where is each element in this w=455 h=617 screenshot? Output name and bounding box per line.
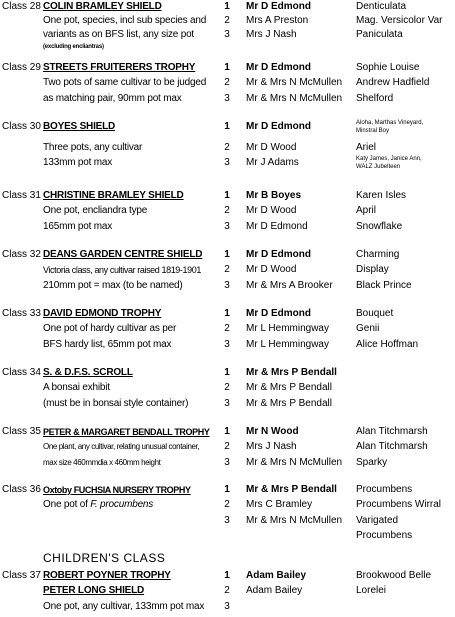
- place: 3: [224, 457, 230, 468]
- class-number: Class 30: [2, 121, 41, 132]
- winner: Mrs C Bramley: [246, 499, 313, 510]
- winner: Mr D Edmond: [246, 308, 311, 319]
- class-note: (excluding encliantras): [43, 44, 104, 50]
- class-28-row-1: [0, 0, 455, 14]
- cultivar: April: [356, 205, 377, 216]
- winner: Mr D Edmond: [246, 221, 308, 232]
- winner: Mr D Edmond: [246, 62, 311, 73]
- class-number: Class 28: [2, 1, 41, 12]
- place: 2: [224, 382, 230, 393]
- place: 2: [224, 15, 230, 26]
- cultivar: Alan Titchmarsh: [356, 441, 428, 452]
- place: 1: [224, 190, 230, 201]
- class-description-text: One pot of: [43, 499, 91, 510]
- place: 2: [224, 77, 230, 88]
- cultivar: Brookwood Belle: [356, 570, 432, 581]
- class-31-row-2: [0, 204, 455, 218]
- class-36-row-1: [0, 483, 455, 497]
- class-35-row-1: [0, 425, 455, 439]
- winner: Mr D Wood: [246, 264, 297, 275]
- class-35-row-3: [0, 456, 455, 470]
- cultivar: Genii: [356, 323, 380, 334]
- place: 3: [224, 157, 230, 168]
- place: 1: [224, 570, 230, 581]
- winner: Mr J Adams: [246, 157, 299, 168]
- class-30-row-3: [0, 156, 455, 170]
- winner: Mr & Mrs N McMullen: [246, 457, 343, 468]
- class-title: COLIN BRAMLEY SHIELD: [43, 1, 162, 12]
- class-35-row-2: [0, 440, 455, 454]
- class-29-row-1: [0, 61, 455, 75]
- class-title: S. & D.F.S. SCROLL: [43, 367, 133, 378]
- class-title: DAVID EDMOND TROPHY: [43, 308, 162, 319]
- cultivar: Procumbens Wirral: [356, 499, 442, 510]
- winner: Mr & Mrs N McMullen: [246, 93, 343, 104]
- winner: Mr & Mrs P Bendall: [246, 382, 332, 393]
- class-description: [43, 498, 153, 512]
- winner: Mr L Hemmingway: [246, 339, 329, 350]
- cultivar: Aloha, Marthas Vineyard,: [356, 120, 424, 126]
- cultivar: Alan Titchmarsh: [356, 426, 428, 437]
- class-title: CHRISTINE BRAMLEY SHIELD: [43, 190, 184, 201]
- cultivar: Bouquet: [356, 308, 394, 319]
- class-29-row-2: [0, 76, 455, 90]
- class-description: One pot, encliandra type: [43, 205, 148, 216]
- winner: Mr & Mrs N McMullen: [246, 515, 343, 526]
- winner: Mr D Edmond: [246, 121, 311, 132]
- place: 1: [224, 1, 230, 12]
- cultivar: Karen Isles: [356, 190, 407, 201]
- place: 3: [224, 515, 230, 526]
- cultivar: Snowflake: [356, 221, 403, 232]
- cultivar: Paniculata: [356, 29, 403, 40]
- class-32-row-2: [0, 263, 455, 277]
- class-33-row-1: [0, 307, 455, 321]
- cultivar: Ariel: [356, 142, 377, 153]
- place: 3: [224, 601, 230, 612]
- class-32-row-3: [0, 279, 455, 293]
- class-number: Class 31: [2, 190, 41, 201]
- cultivar: Andrew Hadfield: [356, 77, 430, 88]
- class-33-row-2: [0, 322, 455, 336]
- class-description: Three pots, any cultivar: [43, 142, 143, 153]
- class-number: Class 35: [2, 426, 41, 437]
- place: 1: [224, 249, 230, 260]
- class-36-row-4: [0, 529, 455, 543]
- class-description: BFS hardy list, 65mm pot max: [43, 339, 172, 350]
- class-33-row-3: [0, 338, 455, 352]
- class-title: STREETS FRUITERERS TROPHY: [43, 62, 196, 73]
- class-31-row-3: [0, 220, 455, 234]
- cultivar: Black Prince: [356, 280, 412, 291]
- winner: Mr & Mrs P Bendall: [246, 484, 337, 495]
- class-number: Class 37: [2, 570, 41, 581]
- place: 1: [224, 62, 230, 73]
- class-description: as matching pair, 90mm pot max: [43, 93, 182, 104]
- class-34-row-2: [0, 381, 455, 395]
- class-number: Class 33: [2, 308, 41, 319]
- class-description: One pot of hardy cultivar as per: [43, 323, 177, 334]
- cultivar: Lorelei: [356, 585, 387, 596]
- class-36-row-3: [0, 514, 455, 528]
- cultivar: Shelford: [356, 93, 394, 104]
- class-description: variants as on BFS list, any size pot: [43, 29, 195, 40]
- class-description: Victoria class, any cultivar raised 1819-1901: [43, 265, 201, 275]
- place: 1: [224, 121, 230, 132]
- place: 1: [224, 426, 230, 437]
- place: 2: [224, 585, 230, 596]
- cultivar: Sparky: [356, 457, 388, 468]
- winner: Mr & Mrs N McMullen: [246, 77, 343, 88]
- cultivar: Procumbens: [356, 484, 413, 495]
- class-title: PETER & MARGARET BENDALL TROPHY: [43, 427, 210, 437]
- place: 3: [224, 398, 230, 409]
- class-number: Class 29: [2, 62, 41, 73]
- place: 2: [224, 264, 230, 275]
- winner: Mrs J Nash: [246, 441, 297, 452]
- class-description: 133mm pot max: [43, 157, 113, 168]
- cultivar: Sophie Louise: [356, 62, 420, 73]
- winner: Mr D Wood: [246, 142, 297, 153]
- class-36-row-2: [0, 498, 455, 512]
- class-description: One pot, species, incl sub species and: [43, 15, 207, 26]
- cultivar: Mag. Versicolor Var: [356, 15, 443, 26]
- place: 3: [224, 280, 230, 291]
- winner: Mr N Wood: [246, 426, 299, 437]
- class-37-row-1: [0, 569, 455, 583]
- class-description: One pot, any cultivar, 133mm pot max: [43, 601, 205, 612]
- class-number: Class 32: [2, 249, 41, 260]
- winner: Mr L Hemmingway: [246, 323, 329, 334]
- place: 2: [224, 323, 230, 334]
- cultivar-line-2: WALZ Jubelteen: [356, 164, 401, 170]
- place: 2: [224, 499, 230, 510]
- class-title: Oxtoby FUCHSIA NURSERY TROPHY: [43, 485, 191, 495]
- class-32-row-1: [0, 248, 455, 262]
- cultivar: Varigated: [356, 515, 399, 526]
- class-number: Class 34: [2, 367, 41, 378]
- class-description: max size 460mmdia x 460mm height: [43, 458, 161, 467]
- class-description: A bonsai exhibit: [43, 382, 110, 393]
- winner: Mrs J Nash: [246, 29, 297, 40]
- cultivar: Katy James, Janice Ann,: [356, 156, 422, 162]
- class-34-row-3: [0, 397, 455, 411]
- class-37-row-3: [0, 600, 455, 614]
- cultivar: Alice Hoffman: [356, 339, 419, 350]
- class-description: Two pots of same cultivar to be judged: [43, 77, 207, 88]
- place: 1: [224, 367, 230, 378]
- place: 3: [224, 221, 230, 232]
- class-description: 210mm pot = max (to be named): [43, 280, 183, 291]
- class-title: ROBERT POYNER TROPHY: [43, 570, 171, 581]
- winner: Mr D Wood: [246, 205, 297, 216]
- species-name: F. procumbens: [90, 499, 154, 510]
- place: 2: [224, 441, 230, 452]
- class-28-row-2: [0, 14, 455, 28]
- winner: Adam Bailey: [246, 570, 307, 581]
- place: 1: [224, 484, 230, 495]
- class-description: 165mm pot max: [43, 221, 113, 232]
- winner: Mr B Boyes: [246, 190, 302, 201]
- place: 2: [224, 205, 230, 216]
- winner: Adam Bailey: [246, 585, 303, 596]
- cultivar: Denticulata: [356, 1, 407, 12]
- class-description: One plant, any cultivar, relating unusual container,: [43, 442, 200, 451]
- winner: Mrs A Preston: [246, 15, 309, 26]
- class-37-row-2: [0, 584, 455, 598]
- cultivar-line-2: Minstral Boy: [356, 128, 390, 134]
- place: 2: [224, 142, 230, 153]
- winner: Mr & Mrs A Brooker: [246, 280, 333, 291]
- winner: Mr D Edmond: [246, 1, 311, 12]
- place: 3: [224, 93, 230, 104]
- winner: Mr D Edmond: [246, 249, 311, 260]
- childrens-class-heading: CHILDREN'S CLASS: [43, 551, 166, 565]
- class-number: Class 36: [2, 484, 41, 495]
- class-30-row-1: [0, 120, 455, 134]
- cultivar: Charming: [356, 249, 400, 260]
- class-title: DEANS GARDEN CENTRE SHIELD: [43, 249, 203, 260]
- cultivar: Procumbens: [356, 530, 413, 541]
- class-description: (must be in bonsai style container): [43, 398, 189, 409]
- place: 3: [224, 339, 230, 350]
- class-34-row-1: [0, 366, 455, 380]
- class-title: BOYES SHIELD: [43, 121, 116, 132]
- winner: Mr & Mrs P Bendall: [246, 398, 332, 409]
- place: 3: [224, 29, 230, 40]
- cultivar: Display: [356, 264, 389, 275]
- class-title-2: PETER LONG SHIELD: [43, 585, 145, 596]
- class-29-row-3: [0, 92, 455, 106]
- place: 1: [224, 308, 230, 319]
- class-28-row-4: [0, 40, 455, 54]
- winner: Mr & Mrs P Bendall: [246, 367, 337, 378]
- class-31-row-1: [0, 189, 455, 203]
- class-30-row-2: [0, 141, 455, 155]
